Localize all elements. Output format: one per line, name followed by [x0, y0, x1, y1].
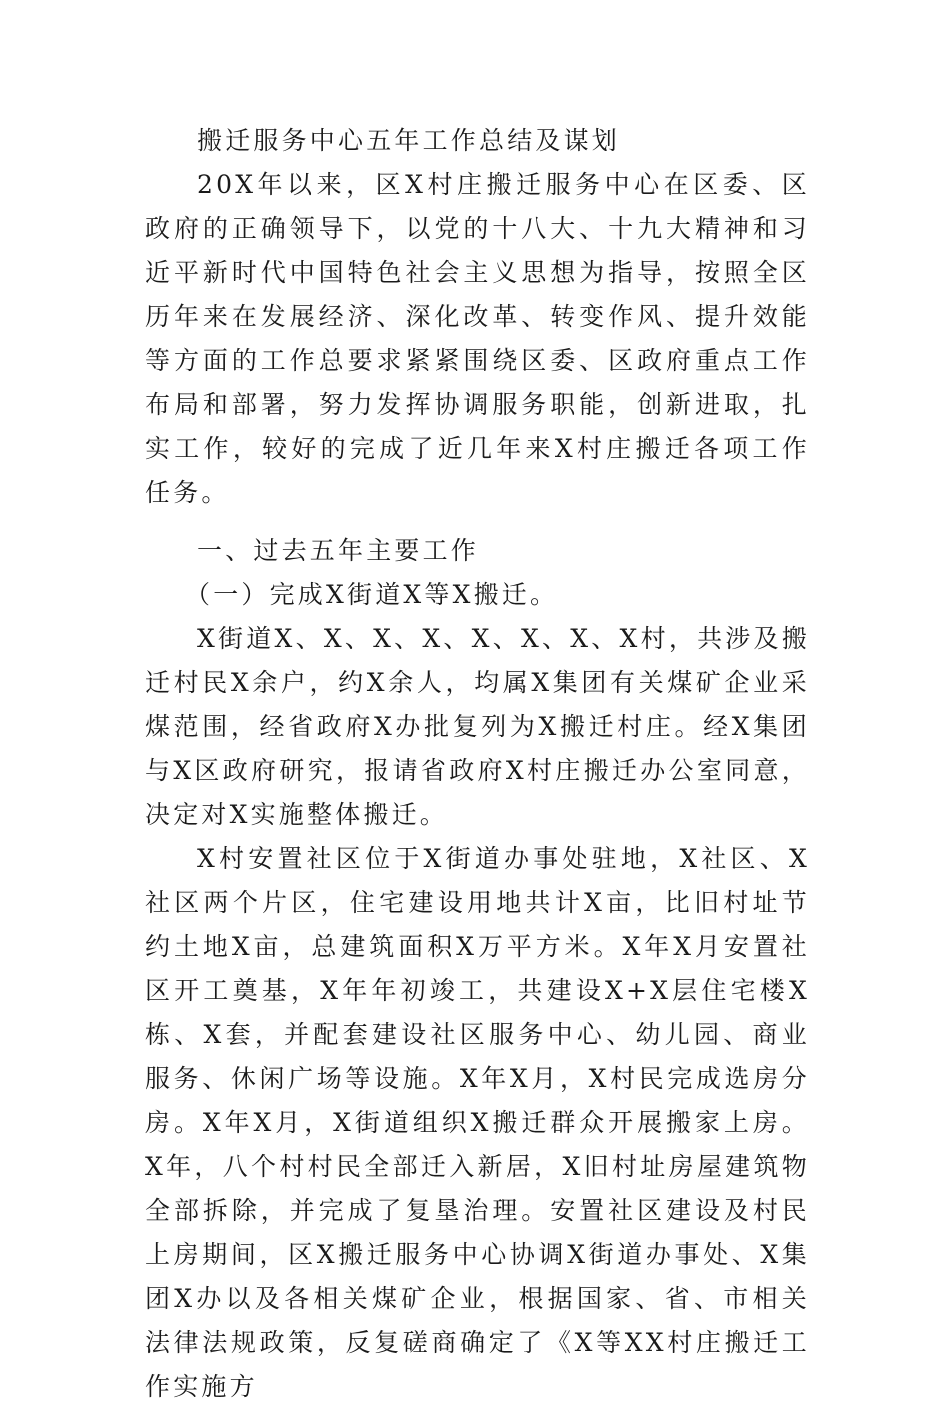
- section-heading: 一、过去五年主要工作: [197, 536, 480, 565]
- document-title: 搬迁服务中心五年工作总结及谋划: [197, 126, 621, 155]
- body-paragraph-2: X村安置社区位于X街道办事处驻地，X社区、X社区两个片区，住宅建设用地共计X亩，比旧村址节约土地X亩，总建筑面积X万平方米。X年X月安置社区开工奠基，X年年初竣工，共建设X+X层住宅楼X栋、X套，并配套建设社区服务中心、幼儿园、商业服务、休闲广场等设施。X年X月，X村民完成选房分房。X年X月，X街道组织X搬迁群众开展搬家上房。X年，八个村村民全部迁入新居，X旧村址房屋建筑物全部拆除，并完成了复垦治理。安置社区建设及村民上房期间，区X搬迁服务中心协调X街道办事处、X集团X办以及各相关煤矿企业，根据国家、省、市相关法律法规政策，反复磋商确定了《X等XX村庄搬迁工作实施方: [145, 844, 810, 1401]
- body-paragraph-1: X街道X、X、X、X、X、X、X、X村，共涉及搬迁村民X余户，约X余人，均属X集团有关煤矿企业采煤范围，经省政府X办批复列为X搬迁村庄。经X集团与X区政府研究，报请省政府X村庄搬迁办公室同意，决定对X实施整体搬迁。: [145, 624, 810, 829]
- intro-paragraph: 20X年以来，区X村庄搬迁服务中心在区委、区政府的正确领导下，以党的十八大、十九大精神和习近平新时代中国特色社会主义思想为指导，按照全区历年来在发展经济、深化改革、转变作风、提升效能等方面的工作总要求紧紧围绕区委、区政府重点工作布局和部署，努力发挥协调服务职能，创新进取，扎实工作，较好的完成了近几年来X村庄搬迁各项工作任务。: [145, 170, 810, 507]
- sub-section-heading: （一）完成X街道X等X搬迁。: [185, 580, 559, 609]
- document-body: [145, 119, 810, 1409]
